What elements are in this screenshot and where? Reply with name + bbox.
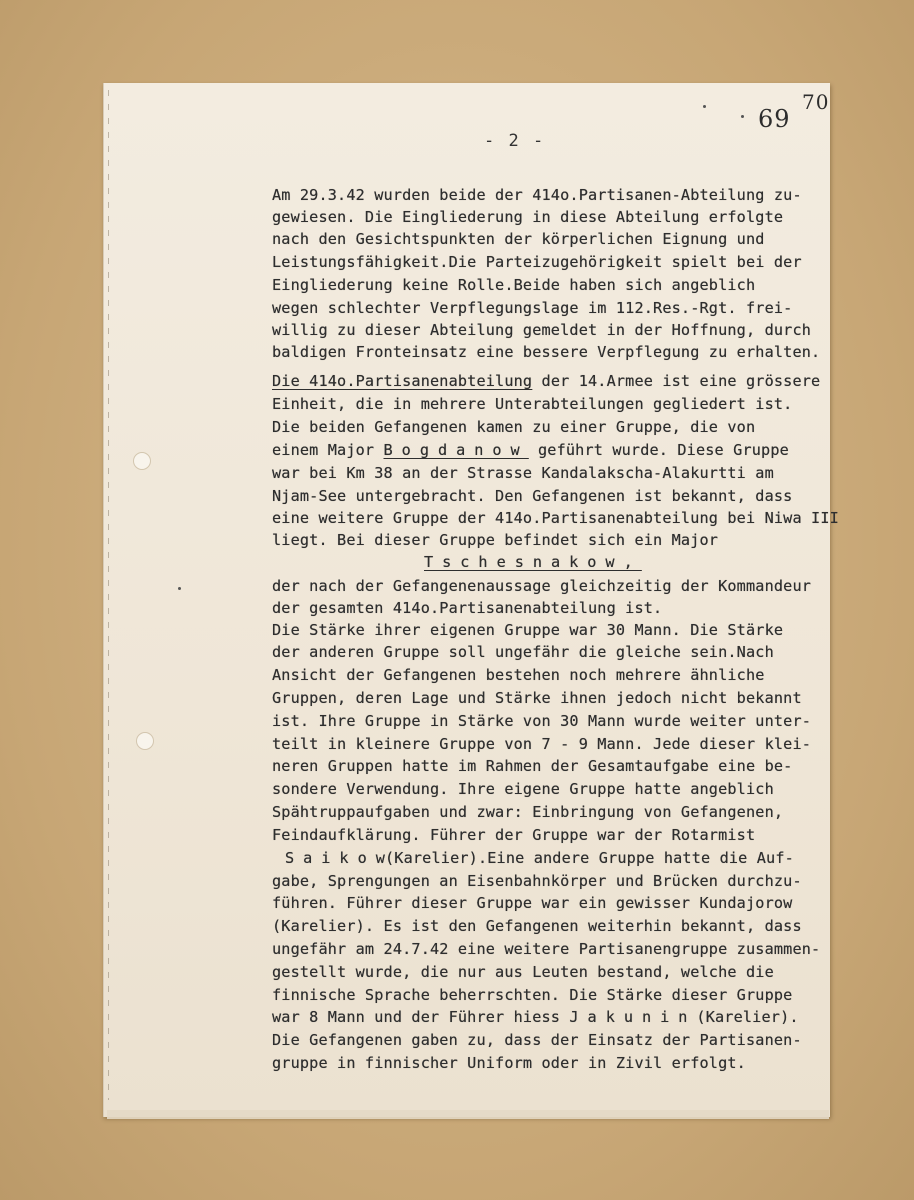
text-line: Eingliederung keine Rolle.Beide haben sich angeblich	[272, 276, 756, 294]
text-line: gruppe in finnischer Uniform oder in Zivil erfolgt.	[272, 1054, 746, 1072]
text-line: Spähtruppaufgaben und zwar: Einbringung von Gefangenen,	[272, 803, 784, 821]
text-line: baldigen Fronteinsatz eine bessere Verpflegung zu erhalten.	[272, 343, 821, 361]
text-line: war bei Km 38 an der Strasse Kandalakscha-Alakurtti am	[272, 464, 774, 482]
text-line: Ansicht der Gefangenen bestehen noch mehrere ähnliche	[272, 666, 765, 684]
archive-number: 69	[758, 105, 791, 133]
text-line: neren Gruppen hatte im Rahmen der Gesamtaufgabe eine be-	[272, 757, 793, 775]
text-line: führen. Führer dieser Gruppe war ein gewisser Kundajorow	[272, 894, 793, 912]
text-line: teilt in kleinere Gruppe von 7 - 9 Mann. Jede dieser klei-	[272, 735, 812, 753]
text-line: ist. Ihre Gruppe in Stärke von 30 Mann wurde weiter unter-	[272, 712, 812, 730]
speck	[703, 105, 706, 108]
name-jakunin: Jakunin	[569, 1008, 697, 1026]
name-saikow: Saiko	[285, 849, 376, 867]
unit-heading: Die 414o.Partisanenabteilung	[272, 372, 533, 390]
name-tschesnakow: Tschesnakow,	[424, 553, 642, 571]
page-number: - 2 -	[484, 131, 546, 151]
name-bogdanow: Bogdanow	[383, 441, 529, 459]
text-line: Gruppen, deren Lage und Stärke ihnen jedoch nicht bekannt	[272, 689, 802, 707]
text-line: ungefähr am 24.7.42 eine weitere Partisanengruppe zusammen-	[272, 940, 821, 958]
margin-fold-line	[108, 90, 109, 1100]
text-line: Die Stärke ihrer eigenen Gruppe war 30 Mann. Die Stärke	[272, 621, 784, 639]
text-line: Die Gefangenen gaben zu, dass der Einsatz der Partisanen-	[272, 1031, 802, 1049]
punch-hole-upper	[133, 452, 151, 470]
speck	[178, 587, 181, 590]
text-line: Feindaufklärung. Führer der Gruppe war der Rotarmist	[272, 826, 756, 844]
text-line: gewiesen. Die Eingliederung in diese Abteilung erfolgte	[272, 208, 784, 226]
text-line: liegt. Bei dieser Gruppe befindet sich ein Major	[272, 531, 719, 549]
text-line: sondere Verwendung. Ihre eigene Gruppe hatte angeblich	[272, 780, 774, 798]
text-line: gestellt wurde, die nur aus Leuten bestand, welche die	[272, 963, 774, 981]
text-line: Die beiden Gefangenen kamen zu einer Gruppe, die von	[272, 418, 756, 436]
text-line: wegen schlechter Verpflegungslage im 112.Res.-Rgt. frei-	[272, 299, 793, 317]
text-line: Die 414o.Partisanenabteilung der 14.Armee ist eine grössere	[272, 372, 821, 390]
text-line: einem Major Bogdanow geführt wurde. Diese Gruppe	[272, 441, 789, 459]
text-line: Am 29.3.42 wurden beide der 414o.Partisanen-Abteilung zu-	[272, 186, 802, 204]
text-line: Einheit, die in mehrere Unterabteilungen gegliedert ist.	[272, 395, 793, 413]
text-line: Leistungsfähigkeit.Die Parteizugehörigkeit spielt bei der	[272, 253, 802, 271]
text-line: der anderen Gruppe soll ungefähr die gleiche sein.Nach	[272, 643, 774, 661]
punch-hole-lower	[136, 732, 154, 750]
text-line: gabe, Sprengungen an Eisenbahnkörper und Brücken durchzu-	[272, 872, 802, 890]
text-line: willig zu dieser Abteilung gemeldet in der Hoffnung, durch	[272, 321, 812, 339]
text-line	[424, 553, 642, 571]
text-line: Saikow(Karelier).Eine andere Gruppe hatte die Auf-	[285, 849, 794, 867]
text-line: nach den Gesichtspunkten der körperlichen Eignung und	[272, 230, 765, 248]
archive-number-secondary: 70	[802, 90, 830, 114]
text-line: eine weitere Gruppe der 414o.Partisanenabteilung bei Niwa III	[272, 509, 839, 527]
text-line: war 8 Mann und der Führer hiess Jakunin(Karelier).	[272, 1008, 799, 1026]
text-line: der gesamten 414o.Partisanenabteilung ist.	[272, 599, 663, 617]
text-line: (Karelier). Es ist den Gefangenen weiterhin bekannt, dass	[272, 917, 802, 935]
text-line: finnische Sprache beherrschten. Die Stärke dieser Gruppe	[272, 986, 793, 1004]
text-line: Njam-See untergebracht. Den Gefangenen ist bekannt, dass	[272, 487, 793, 505]
speck	[741, 115, 744, 118]
text-line: der nach der Gefangenenaussage gleichzeitig der Kommandeur	[272, 577, 812, 595]
sheet-bottom-edge	[107, 1110, 829, 1119]
